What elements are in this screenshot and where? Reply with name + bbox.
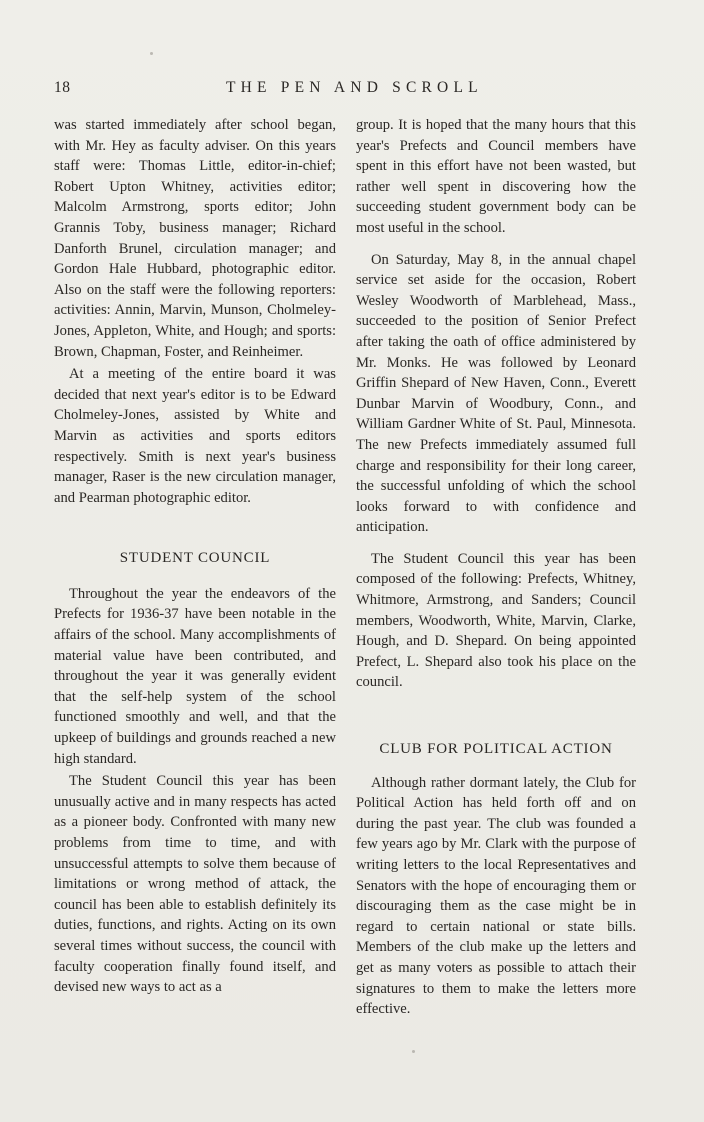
- paper-speck: [150, 52, 153, 55]
- paper-speck: [412, 1050, 415, 1053]
- paragraph-club-description: Although rather dormant lately, the Club for Political Action has held forth off and on during the past year. The club was founded a few years ago by Mr. Clark with the purpose of writing letters to the local Representatives and Senators with the hope of encouraging them or discouraging them as the case might be in regard to certain national or state bills. Members of the club make up the letters and get as many voters as possible to attach their signatures to them to make the letters more effective.: [356, 774, 636, 1018]
- section-heading-student-council: STUDENT COUNCIL: [119, 550, 271, 567]
- paragraph-staff: was started immediately after school began, with Mr. Hey as faculty adviser. On this years staff were: Thomas Little, editor-in-chief; Robert Upton Whitney, activities editor; Malcolm Armstrong, sports editor; John Grannis Toby, business manager; Richard Danforth Brunel, circulation manager; and Gordon Hale Hubbard, photographic editor. Also on the staff were the following reporters: activities: Annin, Marvin, Munson, Cholmeley-Jones, Appleton, White, and Hough; and sports: Brown, Chapman, Foster, and Reinheimer.: [54, 117, 336, 360]
- paragraph-next-year-board: At a meeting of the entire board it was decided that next year's editor is to be Edward Cholmeley-Jones, assisted by White and Marvin as activities and sports editors respectively. Smith is next year's business manager, Raser is the new circulation manager, and Pearman photographic editor.: [54, 366, 336, 506]
- paragraph-council-activity: The Student Council this year has been unusually active and in many respects has acted as a pioneer body. Confronted with many new problems from time to time, and with unsuccessful attempts to solve them because of limitations or wrong method of attack, the council has been able to establish definitely its duties, functions, and rights. Acting on its own several times without success, the council with faculty cooperation finally found itself, and devised new ways to act as a: [54, 773, 336, 996]
- paragraph-council-composition: The Student Council this year has been composed of the following: Prefects, Whitney, Whitmore, Armstrong, and Sanders; Council members, Woodworth, White, Marvin, Clarke, Hough, and D. Shepard. On being appointed Prefect, L. Shepard also took his place on the council.: [356, 550, 636, 691]
- running-title: THE PEN AND SCROLL: [226, 79, 483, 96]
- right-column: [356, 115, 636, 1020]
- paragraph-continued-group: group. It is hoped that the many hours that this year's Prefects and Council members have spent in this effort have not been wasted, but rather well spent in discovering how the succeeding student government body can be most useful in the school.: [356, 117, 636, 236]
- page-number: 18: [54, 79, 71, 96]
- left-column: [54, 115, 336, 998]
- section-heading-political-action: CLUB FOR POLITICAL ACTION: [379, 741, 613, 758]
- paragraph-chapel-service: On Saturday, May 8, in the annual chapel service set aside for the occasion, Robert Wesley Woodworth of Marblehead, Mass., succeeded to the position of Senior Prefect after taking the oath of office administered by Mr. Monks. He was followed by Leonard Griffin Shepard of New Haven, Conn., Everett Dunbar Marvin of Woodbury, Conn., and William Gardner White of St. Paul, Minnesota. The new Prefects immediately assumed full charge and responsibility for their long career, the successful unfolding of which the school looks forward to with confidence and anticipation.: [356, 251, 636, 536]
- paragraph-prefects-endeavors: Throughout the year the endeavors of the Prefects for 1936-37 have been notable in the affairs of the school. Many accomplishments of material value have been contributed, and throughout the year it was generally evident that the self-help system of the school functioned smoothly and well, and that the upkeep of buildings and grounds reached a new high standard.: [54, 585, 336, 767]
- page-header: [54, 79, 650, 101]
